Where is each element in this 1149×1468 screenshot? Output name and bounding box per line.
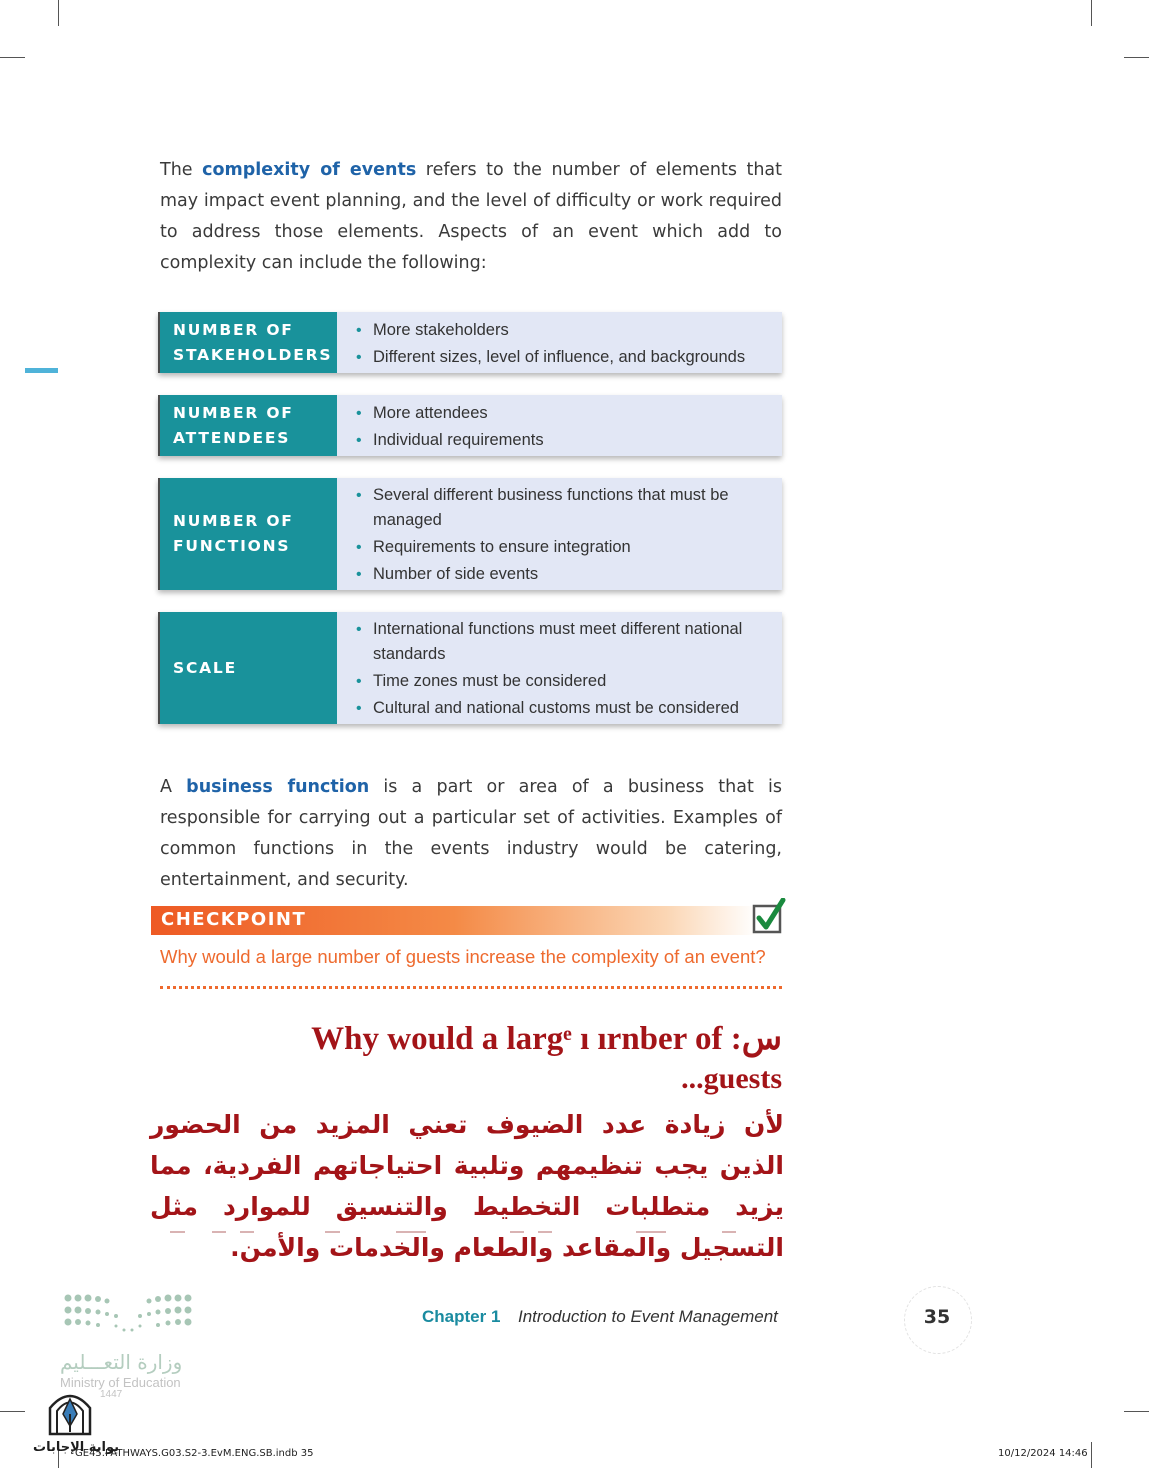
crop-mark [1124, 1411, 1149, 1412]
aspect-item: • More stakeholders [355, 318, 762, 343]
aspect-row-attendees [158, 395, 782, 456]
intro-prefix: The [160, 160, 203, 180]
aspect-item: • Different sizes, level of influence, and backgrounds [355, 345, 762, 370]
faint-lines [160, 1228, 782, 1236]
aspect-item: • More attendees [355, 401, 762, 426]
aspect-row-scale [158, 612, 782, 724]
crop-mark [0, 57, 25, 58]
ministry-year: 1447 [100, 1389, 123, 1400]
key-term-business-function: business function [186, 777, 370, 797]
aspect-label-line: NUMBER OF [173, 403, 294, 422]
business-function-paragraph [160, 772, 782, 896]
aspect-label [158, 478, 337, 590]
page-number: 35 [923, 1306, 951, 1328]
aspect-label-line: NUMBER OF [173, 512, 294, 530]
crop-mark [58, 0, 59, 26]
aspect-item-list [337, 312, 782, 373]
print-slug-file: GE45.PATHWAYS.G03.S2-3.EvM.ENG.SB.indb 35 [75, 1448, 314, 1459]
answer-english-line: ...guests [681, 1062, 782, 1095]
aspect-label-line: FUNCTIONS [173, 537, 291, 555]
aspect-item: • Requirements to ensure integration [355, 535, 762, 560]
ministry-dots-icon [60, 1290, 196, 1336]
aspect-item: • International functions must meet different national standards [355, 617, 762, 667]
intro-text: refers to the number of elements that may impact event planning, and the level of difficulty or work required to address those elements. Aspects of an event which add to complexity can include the following: [160, 160, 782, 273]
aspect-item: • Number of side events [355, 562, 762, 587]
checkpoint-title: CHECKPOINT [161, 909, 307, 930]
key-term-complexity: complexity of events [202, 160, 417, 180]
checkpoint-banner [151, 906, 757, 935]
aspect-row-stakeholders [158, 312, 782, 373]
answer-arabic-text: لأن زيادة عدد الضيوف تعني المزيد من الحضور الذين يجب تنظيمهم وتلبية احتياجاتهم الفردية، مما يزيد متطلبات التخطيط والتنسيق للموارد مثل التسجيل والمقاعد والطعام والخدمات والأمن. [150, 1110, 784, 1262]
crop-mark [1091, 1442, 1092, 1468]
aspect-row-functions [158, 478, 782, 590]
watermark-logo-text: بوابة الإجابات [33, 1440, 119, 1455]
aspect-label-line: STAKEHOLDERS [173, 345, 333, 364]
aspect-item: • Individual requirements [355, 428, 762, 453]
intro-paragraph [160, 155, 782, 279]
footer-chapter-label: Chapter 1 [422, 1307, 501, 1326]
aspect-item: • Time zones must be considered [355, 669, 762, 694]
checkbox-checked-icon [752, 898, 786, 934]
print-slug-date: 10/12/2024 14:46 [998, 1448, 1088, 1459]
aspect-item-list [337, 395, 782, 456]
checkpoint-question: Why would a large number of guests increase the complexity of an event? [160, 946, 766, 967]
aspect-label [158, 612, 337, 724]
footer-chapter-title: Introduction to Event Management [518, 1307, 778, 1326]
aspect-label [158, 395, 337, 456]
crop-mark [1124, 57, 1149, 58]
aspect-label-line: SCALE [173, 658, 237, 677]
ministry-of-education-logo [60, 1290, 210, 1400]
aspect-item-list [337, 612, 782, 724]
aspect-item: • Cultural and national customs must be considered [355, 696, 762, 721]
business-prefix: A [160, 777, 187, 797]
answer-line [160, 986, 782, 989]
business-text: is a part or area of a business that is responsible for carrying out a particular set of activities. Examples of common functions in the events industry would be catering, entertainment, and security. [160, 777, 782, 890]
aspect-label [158, 312, 337, 373]
aspect-label-line: ATTENDEES [173, 428, 291, 447]
side-accent-bar [25, 368, 58, 373]
ministry-english-name: Ministry of Education [60, 1375, 181, 1390]
crop-mark [1091, 0, 1092, 26]
watermark-logo-icon [44, 1386, 96, 1438]
answer-english-line: Why would a largᵉ ı ırnber of :س [311, 1021, 782, 1057]
aspect-label-line: NUMBER OF [173, 320, 294, 339]
aspect-item: • Several different business functions that must be managed [355, 483, 762, 533]
aspect-item-list [337, 478, 782, 590]
ministry-arabic-name: وزارة التعـــليم [60, 1350, 183, 1374]
crop-mark [0, 1411, 25, 1412]
